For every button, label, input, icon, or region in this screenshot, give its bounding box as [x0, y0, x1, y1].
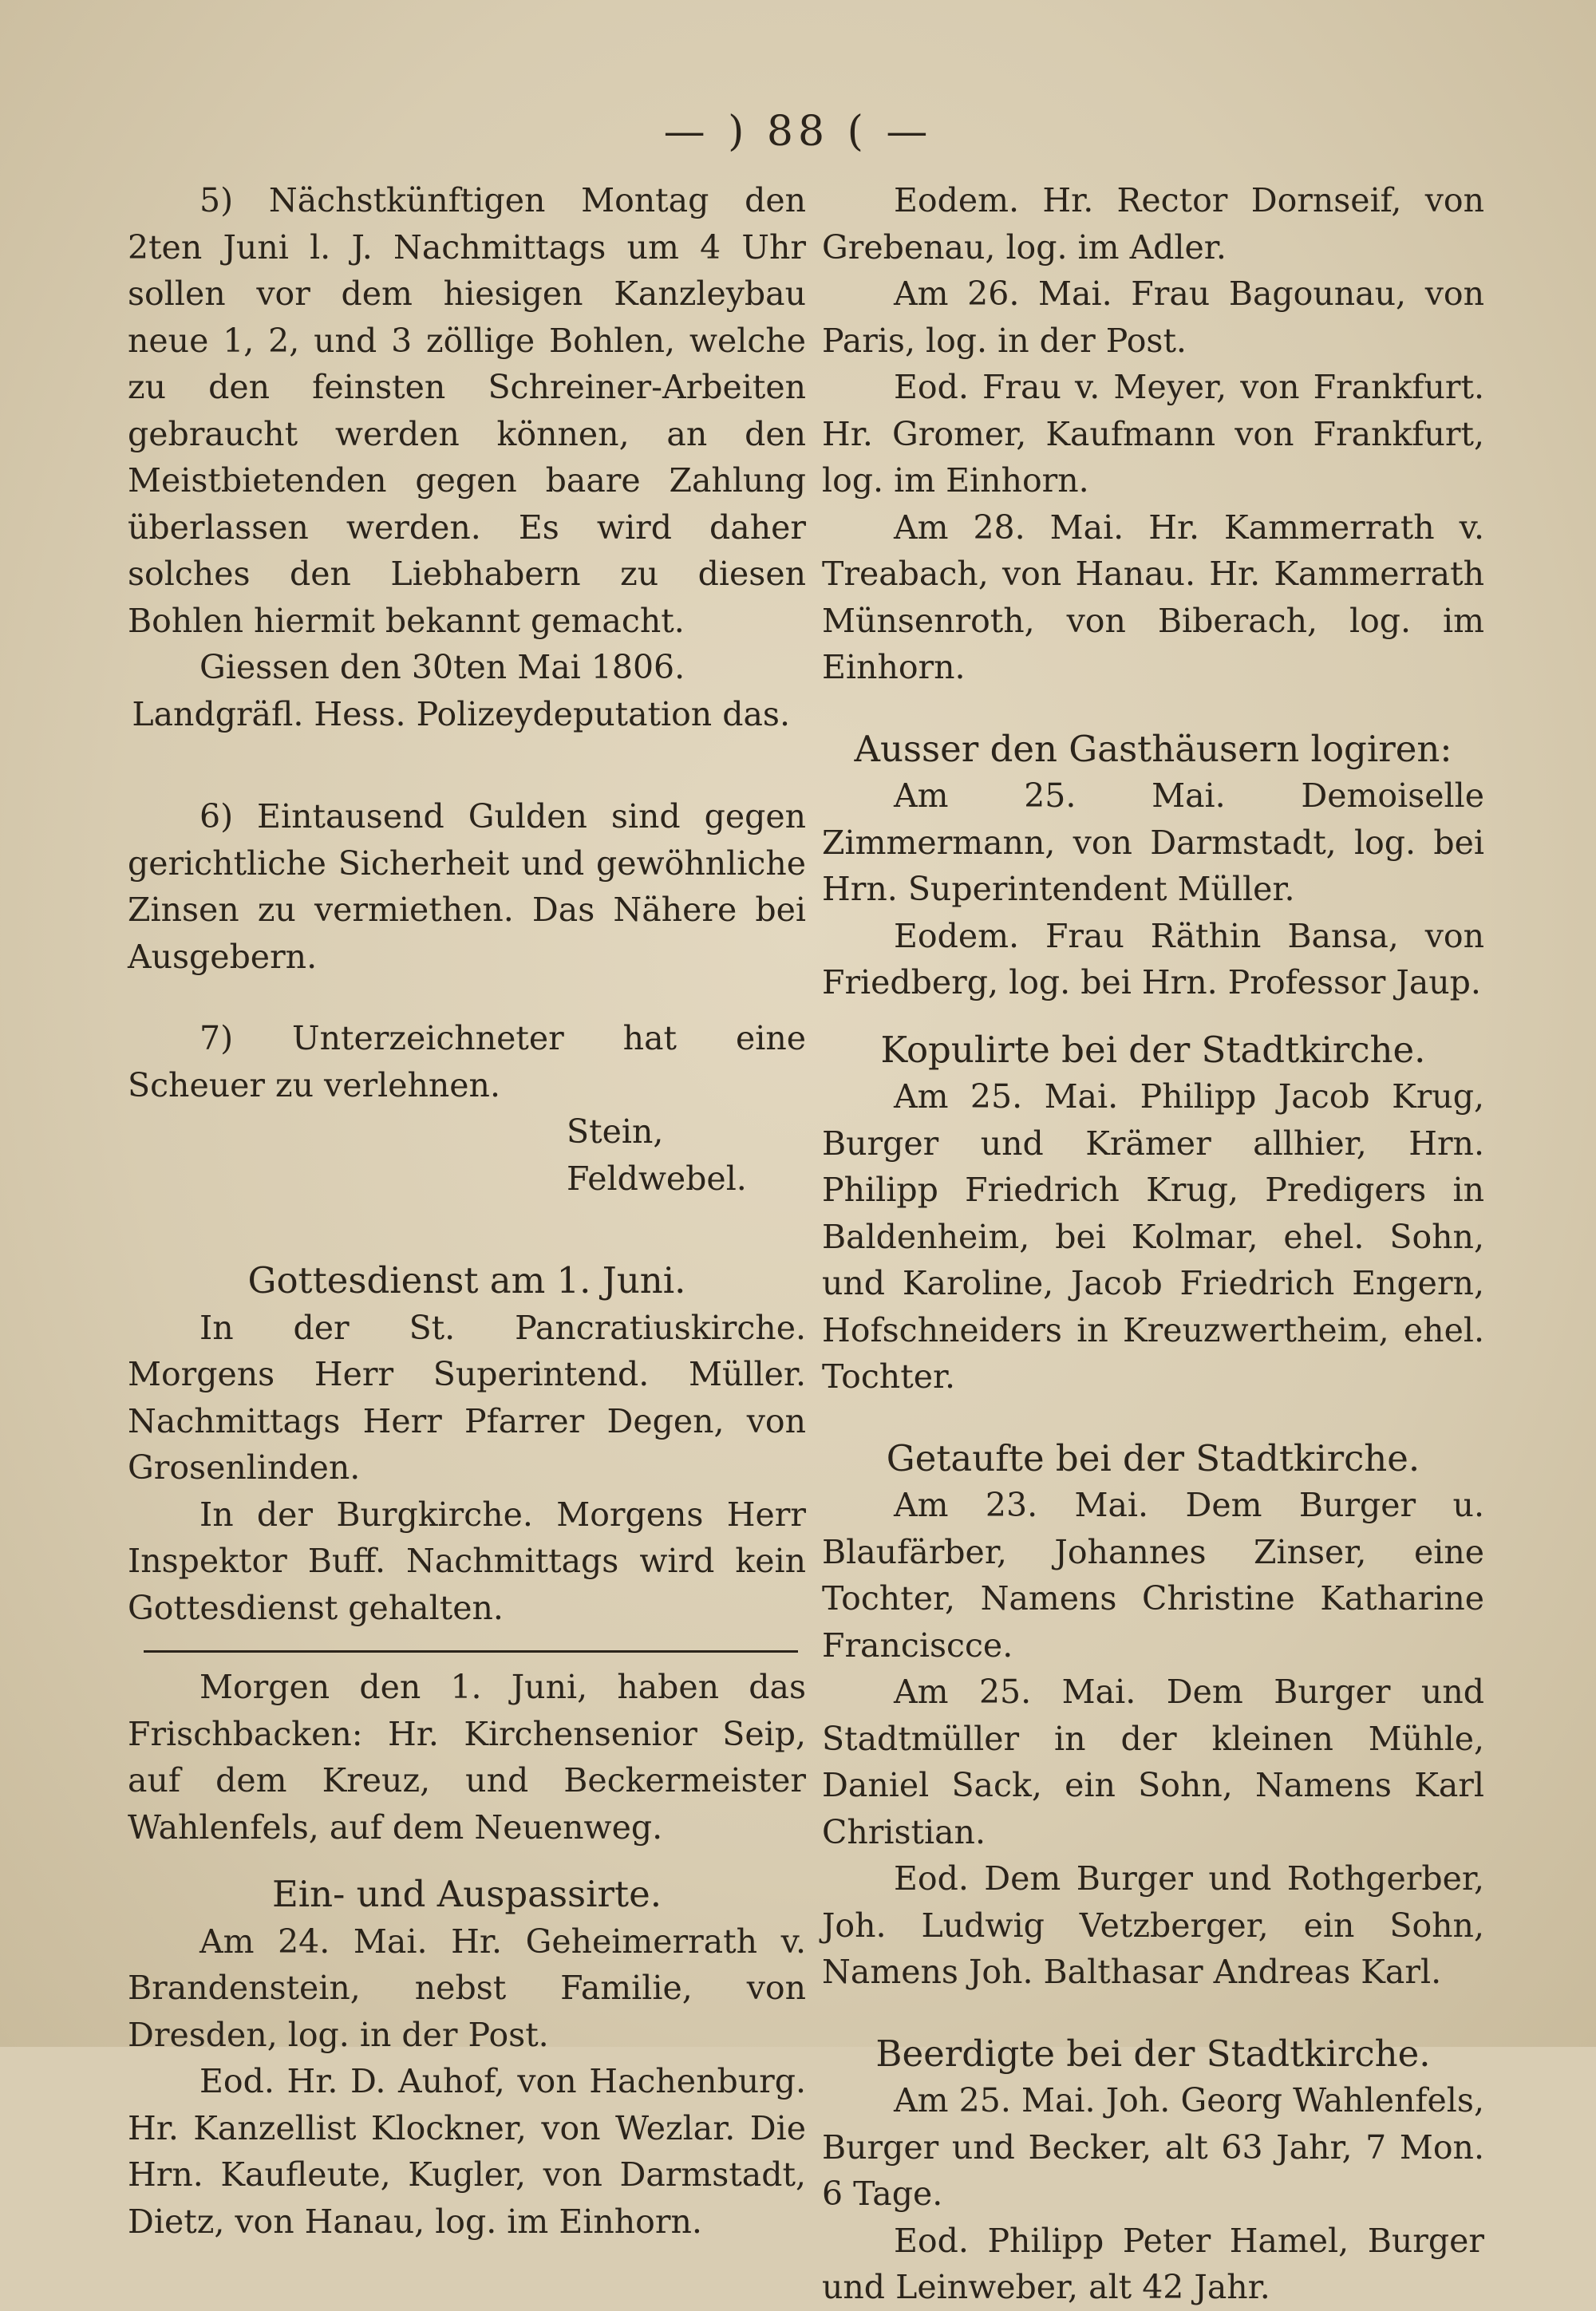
- page-number: — ) 88 ( —: [663, 108, 933, 156]
- baptized-entry-2: Am 25. Mai. Dem Burger und Stadtmüller in der kleinen Mühle, Daniel Sack, ein Sohn, Namens Karl Christian.: [822, 1673, 1484, 1851]
- private-lodging-heading: Ausser den Gasthäusern logiren:: [854, 727, 1452, 770]
- travellers-entry-1: Am 24. Mai. Hr. Geheimerrath v. Brandenstein, nebst Familie, von Dresden, log. in der Post.: [128, 1922, 806, 2054]
- travellers-entry-4: Am 26. Mai. Frau Bagounau, von Paris, log. in der Post.: [822, 275, 1484, 360]
- married-entry-1: Am 25. Mai. Philipp Jacob Krug, Burger und Krämer allhier, Hrn. Philipp Friedrich Krug, Predigers in Baldenheim, bei Kolmar, ehel. Sohn, und Karoline, Jacob Friedrich Engern, Hofschneiders in Kreuzwertheim, ehel. Tochter.: [822, 1077, 1484, 1396]
- baptized-entry-3: Eod. Dem Burger und Rothgerber, Joh. Ludwig Vetzberger, ein Sohn, Namens Joh. Balthasar Andreas Karl.: [822, 1859, 1484, 1991]
- notice-7-text: 7) Unterzeichneter hat eine Scheuer zu verlehnen.: [128, 1019, 806, 1104]
- buried-entry-2: Eod. Philipp Peter Hamel, Burger und Leinweber, alt 42 Jahr.: [822, 2221, 1484, 2306]
- left-column: [128, 177, 806, 2245]
- notice-7-signer-name: Stein,: [567, 1112, 664, 1151]
- notice-7-signer-title: Feldwebel.: [567, 1159, 747, 1198]
- service-heading: Gottesdienst am 1. Juni.: [247, 1259, 686, 1302]
- travellers-entry-6: Am 28. Mai. Hr. Kammerrath v. Treabach, von Hanau. Hr. Kammerrath Münsenroth, von Biberach, log. im Einhorn.: [822, 508, 1484, 686]
- section-divider: [144, 1650, 798, 1653]
- notice-5-signer: Landgräfl. Hess. Polizeydeputation das.: [132, 694, 790, 733]
- travellers-entry-2: Eod. Hr. D. Auhof, von Hachenburg. Hr. Kanzellist Klockner, von Wezlar. Die Hrn. Kaufleute, Kugler, von Darmstadt, Dietz, von Hanau, log. im Einhorn.: [128, 2062, 806, 2241]
- buried-entry-1: Am 25. Mai. Joh. Georg Wahlenfels, Burger und Becker, alt 63 Jahr, 7 Mon. 6 Tage.: [822, 2081, 1484, 2213]
- baptized-entry-1: Am 23. Mai. Dem Burger u. Blaufärber, Johannes Zinser, eine Tochter, Namens Christine Katharine Franciscce.: [822, 1486, 1484, 1665]
- private-lodging-entry-2: Eodem. Frau Räthin Bansa, von Friedberg, log. bei Hrn. Professor Jaup.: [822, 916, 1484, 1001]
- baptized-heading: Getaufte bei der Stadtkirche.: [886, 1436, 1420, 1479]
- service-pancratius: In der St. Pancratiuskirche. Morgens Herr Superintend. Müller. Nachmittags Herr Pfarrer Degen, von Grosenlinden.: [128, 1308, 806, 1487]
- married-heading: Kopulirte bei der Stadtkirche.: [880, 1028, 1426, 1071]
- notice-6-text: 6) Eintausend Gulden sind gegen gerichtliche Sicherheit und gewöhnliche Zinsen zu vermiethen. Das Nähere bei Ausgebern.: [128, 797, 806, 976]
- right-column: [822, 177, 1484, 2311]
- bakers-notice: Morgen den 1. Juni, haben das Frischbacken: Hr. Kirchensenior Seip, auf dem Kreuz, und Beckermeister Wahlenfels, auf dem Neuenweg.: [128, 1668, 806, 1847]
- buried-heading: Beerdigte bei der Stadtkirche.: [875, 2032, 1431, 2075]
- travellers-entry-3: Eodem. Hr. Rector Dornseif, von Grebenau, log. im Adler.: [822, 181, 1484, 267]
- notice-5-text: 5) Nächstkünftigen Montag den 2ten Juni l. J. Nachmittags um 4 Uhr sollen vor dem hiesigen Kanzleybau neue 1, 2, und 3 zöllige Bohlen, welche zu den feinsten Schreiner-Arbeiten gebraucht werden können, an den Meistbietenden gegen baare Zahlung überlassen werden. Es wird daher solches den Liebhabern zu diesen Bohlen hiermit bekannt gemacht.: [128, 181, 806, 640]
- travellers-heading: Ein- und Auspassirte.: [271, 1873, 662, 1915]
- private-lodging-entry-1: Am 25. Mai. Demoiselle Zimmermann, von Darmstadt, log. bei Hrn. Superintendent Müller.: [822, 776, 1484, 908]
- travellers-entry-5: Eod. Frau v. Meyer, von Frankfurt. Hr. Gromer, Kaufmann von Frankfurt, log. im Einhorn.: [822, 368, 1484, 500]
- notice-5-date: Giessen den 30ten Mai 1806.: [200, 648, 685, 686]
- service-burgkirche: In der Burgkirche. Morgens Herr Inspektor Buff. Nachmittags wird kein Gottesdienst gehalten.: [128, 1495, 806, 1627]
